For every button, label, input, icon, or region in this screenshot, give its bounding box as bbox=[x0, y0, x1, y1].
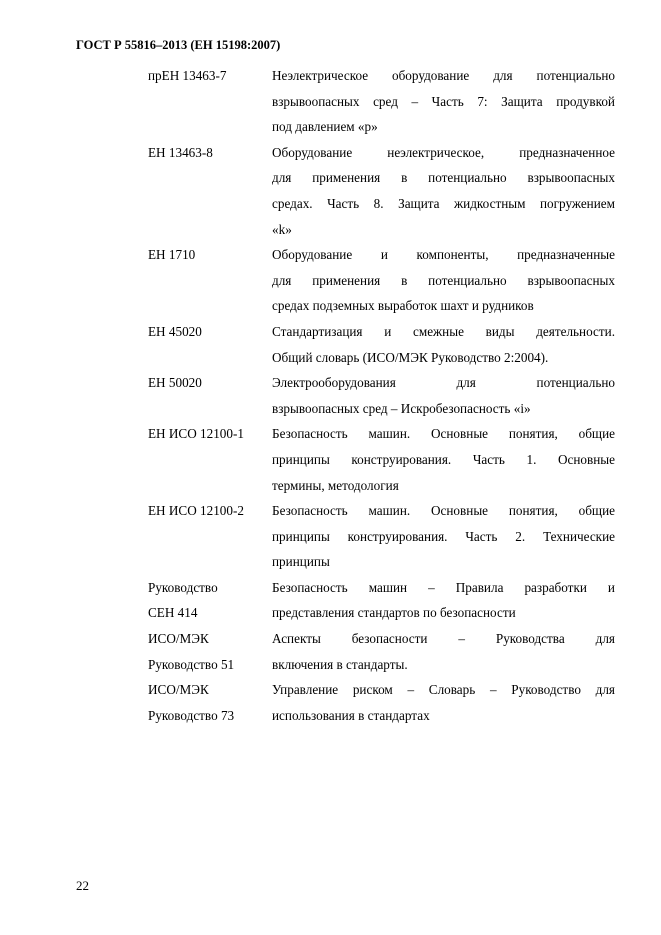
reference-entry bbox=[148, 626, 615, 677]
reference-code-line: СЕН 414 bbox=[148, 605, 198, 621]
reference-code bbox=[148, 140, 272, 242]
reference-title-line: взрывоопасных сред – Часть 7: Защита продувкой bbox=[272, 93, 615, 109]
reference-code bbox=[148, 498, 272, 575]
reference-title-line: для применения в потенциально взрывоопасных bbox=[272, 272, 615, 288]
reference-code-line: Руководство 51 bbox=[148, 656, 235, 672]
reference-title bbox=[272, 370, 615, 421]
reference-code-line: ИСО/МЭК bbox=[148, 631, 209, 647]
reference-code-line: ЕН 50020 bbox=[148, 375, 202, 391]
reference-title-line: представления стандартов по безопасности bbox=[272, 605, 516, 621]
reference-title-line: Управление риском – Словарь – Руководство для bbox=[272, 682, 615, 698]
reference-title bbox=[272, 63, 615, 140]
reference-entry bbox=[148, 370, 615, 421]
reference-title-line: термины, методология bbox=[272, 477, 399, 493]
reference-title-line: принципы конструирования. Часть 2. Технические bbox=[272, 528, 615, 544]
reference-title-line: Электрооборудования для потенциально bbox=[272, 375, 615, 391]
reference-code bbox=[148, 677, 272, 728]
reference-title-line: Безопасность машин. Основные понятия, общие bbox=[272, 503, 615, 519]
reference-code bbox=[148, 421, 272, 498]
reference-title bbox=[272, 421, 615, 498]
reference-title-line: принципы bbox=[272, 554, 330, 570]
reference-title-line: Общий словарь (ИСО/МЭК Руководство 2:2004). bbox=[272, 349, 549, 365]
reference-title bbox=[272, 498, 615, 575]
reference-title-line: под давлением «р» bbox=[272, 119, 378, 135]
reference-title-line: «k» bbox=[272, 221, 292, 237]
reference-title-line: взрывоопасных сред – Искробезопасность «i» bbox=[272, 400, 531, 416]
reference-code bbox=[148, 319, 272, 370]
reference-title bbox=[272, 575, 615, 626]
reference-title-line: Аспекты безопасности – Руководства для bbox=[272, 631, 615, 647]
reference-entry bbox=[148, 319, 615, 370]
reference-code bbox=[148, 242, 272, 319]
reference-entry bbox=[148, 242, 615, 319]
reference-title-line: использования в стандартах bbox=[272, 707, 430, 723]
reference-code-line: ЕН 13463-8 bbox=[148, 144, 213, 160]
reference-entry bbox=[148, 498, 615, 575]
reference-title bbox=[272, 626, 615, 677]
reference-code-line: ИСО/МЭК bbox=[148, 682, 209, 698]
reference-code-line: прЕН 13463-7 bbox=[148, 68, 227, 83]
reference-code-line: Руководство 73 bbox=[148, 707, 235, 723]
reference-entry bbox=[148, 140, 615, 242]
reference-code-line: ЕН 1710 bbox=[148, 247, 196, 263]
reference-code bbox=[148, 575, 272, 626]
reference-code-line: ЕН ИСО 12100-1 bbox=[148, 426, 244, 442]
normative-references-list bbox=[148, 63, 615, 728]
reference-code-line: ЕН 45020 bbox=[148, 323, 202, 339]
reference-code bbox=[148, 370, 272, 421]
reference-code-line: ЕН ИСО 12100-2 bbox=[148, 503, 244, 519]
reference-title bbox=[272, 140, 615, 242]
reference-title-line: средах подземных выработок шахт и рудников bbox=[272, 298, 534, 314]
page-number: 22 bbox=[76, 878, 89, 893]
reference-title-line: для применения в потенциально взрывоопасных bbox=[272, 170, 615, 186]
reference-title bbox=[272, 677, 615, 728]
reference-code-line: Руководство bbox=[148, 579, 218, 595]
reference-title bbox=[272, 319, 615, 370]
document-header: ГОСТ Р 55816–2013 (ЕН 15198:2007) bbox=[76, 38, 281, 52]
reference-code bbox=[148, 626, 272, 677]
reference-title bbox=[272, 242, 615, 319]
reference-entry bbox=[148, 575, 615, 626]
reference-title-line: Оборудование и компоненты, предназначенные bbox=[272, 247, 615, 263]
reference-title-line: средах. Часть 8. Защита жидкостным погружением bbox=[272, 195, 615, 211]
reference-title-line: включения в стандарты. bbox=[272, 656, 408, 672]
reference-title-line: Безопасность машин. Основные понятия, общие bbox=[272, 426, 615, 442]
reference-code bbox=[148, 63, 272, 140]
reference-entry bbox=[148, 63, 615, 140]
reference-entry bbox=[148, 677, 615, 728]
reference-entry bbox=[148, 421, 615, 498]
reference-title-line: Оборудование неэлектрическое, предназначенное bbox=[272, 144, 615, 160]
reference-title-line: Неэлектрическое оборудование для потенциально bbox=[272, 68, 615, 83]
reference-title-line: Стандартизация и смежные виды деятельности. bbox=[272, 323, 615, 339]
reference-title-line: принципы конструирования. Часть 1. Основные bbox=[272, 451, 615, 467]
reference-title-line: Безопасность машин – Правила разработки и bbox=[272, 579, 615, 595]
